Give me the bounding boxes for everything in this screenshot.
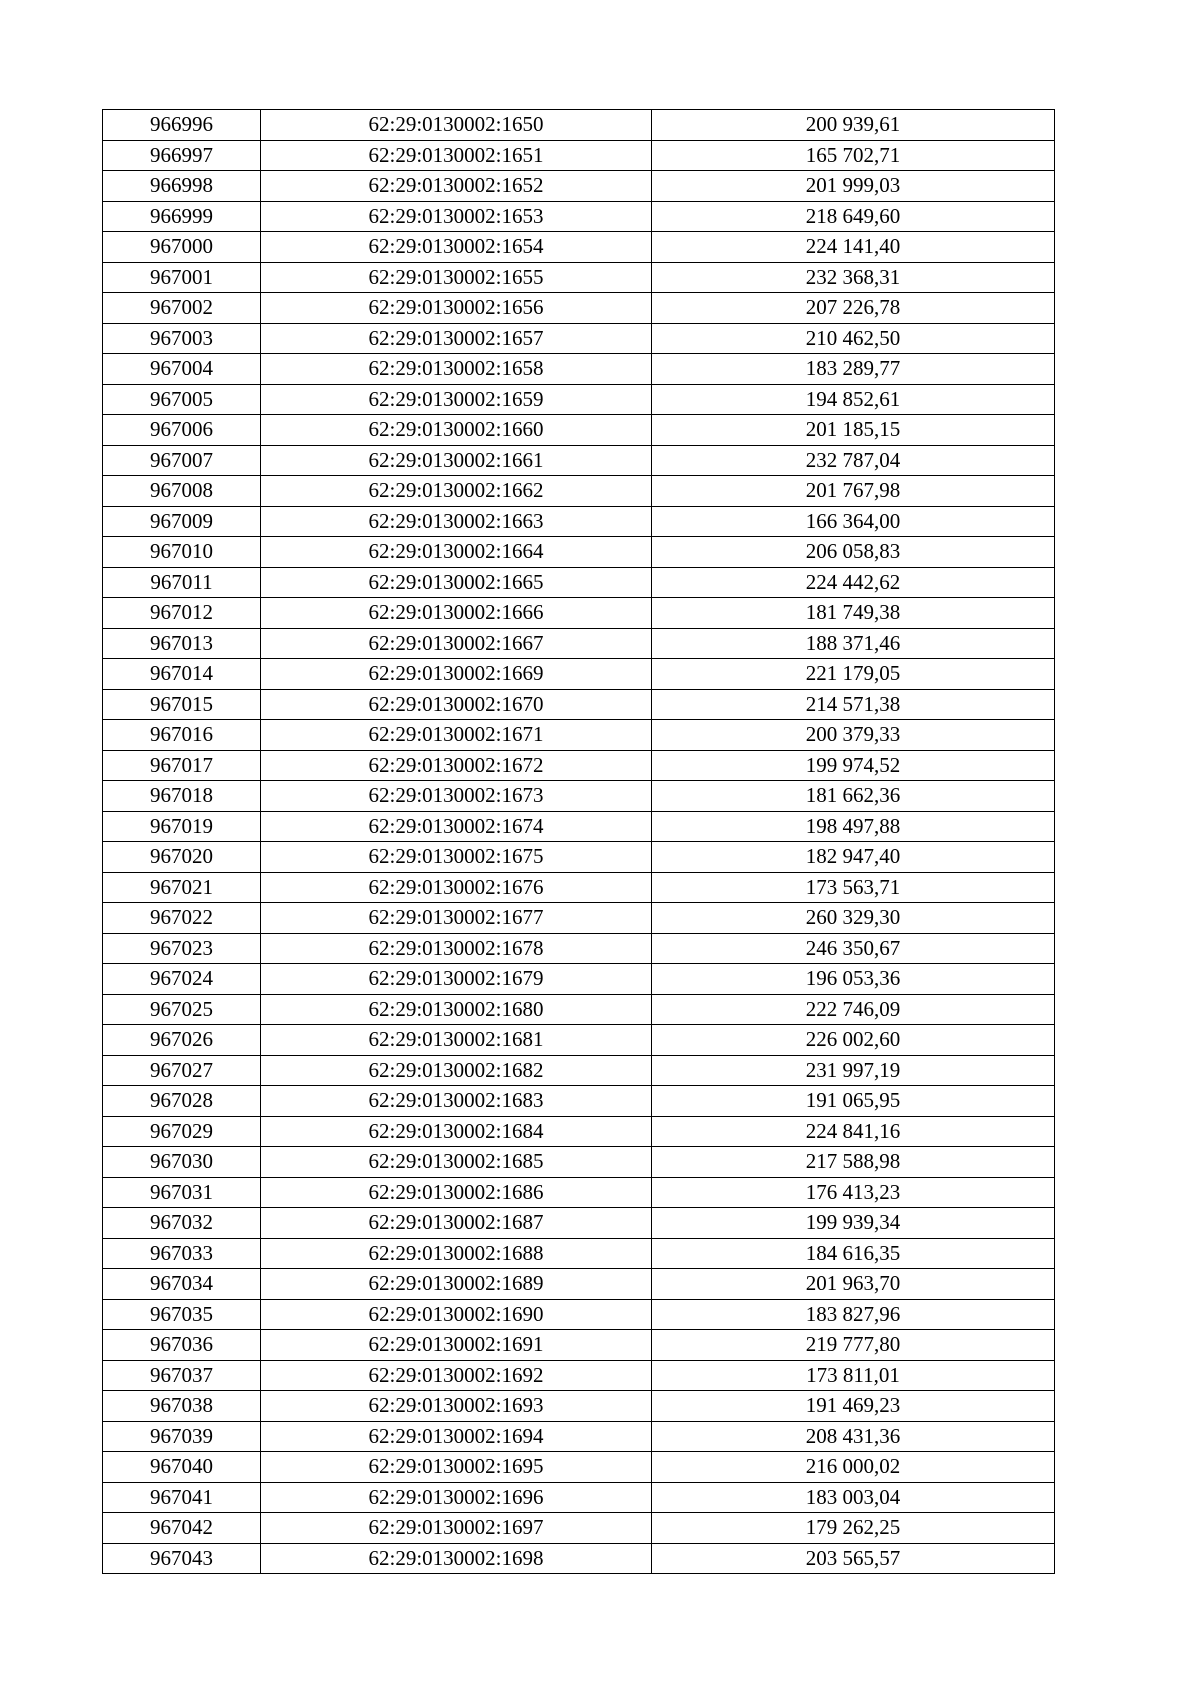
- table-row: [103, 445, 1055, 476]
- cadastral-number-cell: 62:29:0130002:1665: [261, 567, 652, 598]
- table-body: [103, 110, 1055, 1574]
- row-number-cell: 967037: [103, 1360, 261, 1391]
- cadastral-number-cell: 62:29:0130002:1685: [261, 1147, 652, 1178]
- row-number-cell: 967025: [103, 994, 261, 1025]
- table-row: [103, 781, 1055, 812]
- cadastral-number-cell: 62:29:0130002:1686: [261, 1177, 652, 1208]
- row-number-cell: 967028: [103, 1086, 261, 1117]
- cadastral-number-cell: 62:29:0130002:1697: [261, 1513, 652, 1544]
- row-number-cell: 967005: [103, 384, 261, 415]
- value-cell: 199 939,34: [652, 1208, 1055, 1239]
- value-cell: 179 262,25: [652, 1513, 1055, 1544]
- table-row: [103, 1513, 1055, 1544]
- value-cell: 224 841,16: [652, 1116, 1055, 1147]
- cadastral-number-cell: 62:29:0130002:1666: [261, 598, 652, 629]
- table-row: [103, 171, 1055, 202]
- cadastral-number-cell: 62:29:0130002:1694: [261, 1421, 652, 1452]
- table-row: [103, 1482, 1055, 1513]
- value-cell: 196 053,36: [652, 964, 1055, 995]
- value-cell: 221 179,05: [652, 659, 1055, 690]
- cadastral-number-cell: 62:29:0130002:1651: [261, 140, 652, 171]
- table-row: [103, 537, 1055, 568]
- table-row: [103, 1543, 1055, 1574]
- cadastral-number-cell: 62:29:0130002:1677: [261, 903, 652, 934]
- table-row: [103, 1147, 1055, 1178]
- table-row: [103, 110, 1055, 141]
- value-cell: 199 974,52: [652, 750, 1055, 781]
- value-cell: 224 141,40: [652, 232, 1055, 263]
- row-number-cell: 967024: [103, 964, 261, 995]
- table-row: [103, 1391, 1055, 1422]
- value-cell: 191 469,23: [652, 1391, 1055, 1422]
- cadastral-number-cell: 62:29:0130002:1691: [261, 1330, 652, 1361]
- row-number-cell: 967015: [103, 689, 261, 720]
- cadastral-number-cell: 62:29:0130002:1678: [261, 933, 652, 964]
- cadastral-number-cell: 62:29:0130002:1658: [261, 354, 652, 385]
- table-row: [103, 293, 1055, 324]
- value-cell: 208 431,36: [652, 1421, 1055, 1452]
- row-number-cell: 967026: [103, 1025, 261, 1056]
- table-row: [103, 1086, 1055, 1117]
- value-cell: 176 413,23: [652, 1177, 1055, 1208]
- cadastral-number-cell: 62:29:0130002:1659: [261, 384, 652, 415]
- cadastral-number-cell: 62:29:0130002:1695: [261, 1452, 652, 1483]
- value-cell: 231 997,19: [652, 1055, 1055, 1086]
- cadastral-number-cell: 62:29:0130002:1652: [261, 171, 652, 202]
- cadastral-number-cell: 62:29:0130002:1679: [261, 964, 652, 995]
- cadastral-number-cell: 62:29:0130002:1683: [261, 1086, 652, 1117]
- value-cell: 182 947,40: [652, 842, 1055, 873]
- table-row: [103, 872, 1055, 903]
- value-cell: 201 767,98: [652, 476, 1055, 507]
- table-row: [103, 415, 1055, 446]
- value-cell: 188 371,46: [652, 628, 1055, 659]
- row-number-cell: 967033: [103, 1238, 261, 1269]
- table-row: [103, 354, 1055, 385]
- cadastral-number-cell: 62:29:0130002:1661: [261, 445, 652, 476]
- table-row: [103, 628, 1055, 659]
- row-number-cell: 967009: [103, 506, 261, 537]
- row-number-cell: 967001: [103, 262, 261, 293]
- row-number-cell: 967043: [103, 1543, 261, 1574]
- row-number-cell: 967016: [103, 720, 261, 751]
- row-number-cell: 967008: [103, 476, 261, 507]
- table-row: [103, 1116, 1055, 1147]
- cadastral-number-cell: 62:29:0130002:1682: [261, 1055, 652, 1086]
- cadastral-number-cell: 62:29:0130002:1674: [261, 811, 652, 842]
- value-cell: 200 379,33: [652, 720, 1055, 751]
- cadastral-number-cell: 62:29:0130002:1680: [261, 994, 652, 1025]
- table-row: [103, 1330, 1055, 1361]
- value-cell: 194 852,61: [652, 384, 1055, 415]
- table-row: [103, 384, 1055, 415]
- value-cell: 181 749,38: [652, 598, 1055, 629]
- value-cell: 226 002,60: [652, 1025, 1055, 1056]
- value-cell: 183 289,77: [652, 354, 1055, 385]
- value-cell: 173 563,71: [652, 872, 1055, 903]
- cadastral-number-cell: 62:29:0130002:1663: [261, 506, 652, 537]
- row-number-cell: 966997: [103, 140, 261, 171]
- table-row: [103, 750, 1055, 781]
- row-number-cell: 967040: [103, 1452, 261, 1483]
- value-cell: 219 777,80: [652, 1330, 1055, 1361]
- cadastral-number-cell: 62:29:0130002:1671: [261, 720, 652, 751]
- table-row: [103, 567, 1055, 598]
- table-row: [103, 1177, 1055, 1208]
- cadastral-number-cell: 62:29:0130002:1689: [261, 1269, 652, 1300]
- cadastral-number-cell: 62:29:0130002:1676: [261, 872, 652, 903]
- cadastral-number-cell: 62:29:0130002:1681: [261, 1025, 652, 1056]
- value-cell: 206 058,83: [652, 537, 1055, 568]
- cadastral-number-cell: 62:29:0130002:1667: [261, 628, 652, 659]
- cadastral-number-cell: 62:29:0130002:1650: [261, 110, 652, 141]
- row-number-cell: 967019: [103, 811, 261, 842]
- row-number-cell: 966999: [103, 201, 261, 232]
- value-cell: 183 827,96: [652, 1299, 1055, 1330]
- table-row: [103, 1269, 1055, 1300]
- row-number-cell: 967032: [103, 1208, 261, 1239]
- row-number-cell: 967000: [103, 232, 261, 263]
- row-number-cell: 967027: [103, 1055, 261, 1086]
- value-cell: 203 565,57: [652, 1543, 1055, 1574]
- cadastral-number-cell: 62:29:0130002:1657: [261, 323, 652, 354]
- cadastral-number-cell: 62:29:0130002:1673: [261, 781, 652, 812]
- row-number-cell: 967042: [103, 1513, 261, 1544]
- row-number-cell: 967022: [103, 903, 261, 934]
- table-row: [103, 1452, 1055, 1483]
- row-number-cell: 967003: [103, 323, 261, 354]
- cadastral-number-cell: 62:29:0130002:1672: [261, 750, 652, 781]
- cadastral-number-cell: 62:29:0130002:1696: [261, 1482, 652, 1513]
- value-cell: 216 000,02: [652, 1452, 1055, 1483]
- data-table: [102, 109, 1055, 1574]
- row-number-cell: 967031: [103, 1177, 261, 1208]
- row-number-cell: 967012: [103, 598, 261, 629]
- cadastral-number-cell: 62:29:0130002:1654: [261, 232, 652, 263]
- value-cell: 183 003,04: [652, 1482, 1055, 1513]
- value-cell: 260 329,30: [652, 903, 1055, 934]
- table-row: [103, 201, 1055, 232]
- cadastral-number-cell: 62:29:0130002:1656: [261, 293, 652, 324]
- table-row: [103, 1360, 1055, 1391]
- row-number-cell: 966996: [103, 110, 261, 141]
- row-number-cell: 967035: [103, 1299, 261, 1330]
- value-cell: 201 185,15: [652, 415, 1055, 446]
- table-row: [103, 140, 1055, 171]
- table-row: [103, 933, 1055, 964]
- row-number-cell: 967041: [103, 1482, 261, 1513]
- row-number-cell: 967034: [103, 1269, 261, 1300]
- value-cell: 201 963,70: [652, 1269, 1055, 1300]
- cadastral-number-cell: 62:29:0130002:1655: [261, 262, 652, 293]
- table-row: [103, 689, 1055, 720]
- value-cell: 218 649,60: [652, 201, 1055, 232]
- row-number-cell: 967002: [103, 293, 261, 324]
- table-row: [103, 1208, 1055, 1239]
- row-number-cell: 966998: [103, 171, 261, 202]
- table-row: [103, 842, 1055, 873]
- value-cell: 232 368,31: [652, 262, 1055, 293]
- row-number-cell: 967023: [103, 933, 261, 964]
- cadastral-number-cell: 62:29:0130002:1653: [261, 201, 652, 232]
- value-cell: 222 746,09: [652, 994, 1055, 1025]
- row-number-cell: 967013: [103, 628, 261, 659]
- value-cell: 224 442,62: [652, 567, 1055, 598]
- value-cell: 173 811,01: [652, 1360, 1055, 1391]
- value-cell: 165 702,71: [652, 140, 1055, 171]
- table-row: [103, 323, 1055, 354]
- row-number-cell: 967030: [103, 1147, 261, 1178]
- row-number-cell: 967039: [103, 1421, 261, 1452]
- cadastral-number-cell: 62:29:0130002:1698: [261, 1543, 652, 1574]
- table-row: [103, 1025, 1055, 1056]
- table-row: [103, 994, 1055, 1025]
- table-row: [103, 506, 1055, 537]
- value-cell: 166 364,00: [652, 506, 1055, 537]
- table-row: [103, 598, 1055, 629]
- value-cell: 181 662,36: [652, 781, 1055, 812]
- table-row: [103, 232, 1055, 263]
- value-cell: 184 616,35: [652, 1238, 1055, 1269]
- row-number-cell: 967004: [103, 354, 261, 385]
- table-row: [103, 1055, 1055, 1086]
- row-number-cell: 967021: [103, 872, 261, 903]
- row-number-cell: 967007: [103, 445, 261, 476]
- cadastral-number-cell: 62:29:0130002:1690: [261, 1299, 652, 1330]
- cadastral-number-cell: 62:29:0130002:1692: [261, 1360, 652, 1391]
- row-number-cell: 967036: [103, 1330, 261, 1361]
- value-cell: 201 999,03: [652, 171, 1055, 202]
- row-number-cell: 967017: [103, 750, 261, 781]
- row-number-cell: 967014: [103, 659, 261, 690]
- row-number-cell: 967029: [103, 1116, 261, 1147]
- cadastral-number-cell: 62:29:0130002:1660: [261, 415, 652, 446]
- cadastral-number-cell: 62:29:0130002:1670: [261, 689, 652, 720]
- table-row: [103, 1421, 1055, 1452]
- row-number-cell: 967038: [103, 1391, 261, 1422]
- value-cell: 217 588,98: [652, 1147, 1055, 1178]
- table-row: [103, 476, 1055, 507]
- value-cell: 207 226,78: [652, 293, 1055, 324]
- value-cell: 200 939,61: [652, 110, 1055, 141]
- value-cell: 246 350,67: [652, 933, 1055, 964]
- cadastral-number-cell: 62:29:0130002:1687: [261, 1208, 652, 1239]
- table-row: [103, 720, 1055, 751]
- cadastral-number-cell: 62:29:0130002:1664: [261, 537, 652, 568]
- value-cell: 191 065,95: [652, 1086, 1055, 1117]
- cadastral-number-cell: 62:29:0130002:1675: [261, 842, 652, 873]
- row-number-cell: 967018: [103, 781, 261, 812]
- value-cell: 210 462,50: [652, 323, 1055, 354]
- cadastral-number-cell: 62:29:0130002:1669: [261, 659, 652, 690]
- row-number-cell: 967011: [103, 567, 261, 598]
- table-row: [103, 262, 1055, 293]
- value-cell: 198 497,88: [652, 811, 1055, 842]
- table-row: [103, 903, 1055, 934]
- cadastral-number-cell: 62:29:0130002:1684: [261, 1116, 652, 1147]
- cadastral-number-cell: 62:29:0130002:1662: [261, 476, 652, 507]
- value-cell: 214 571,38: [652, 689, 1055, 720]
- table-row: [103, 1238, 1055, 1269]
- table-row: [103, 659, 1055, 690]
- table-row: [103, 811, 1055, 842]
- cadastral-number-cell: 62:29:0130002:1688: [261, 1238, 652, 1269]
- row-number-cell: 967020: [103, 842, 261, 873]
- row-number-cell: 967010: [103, 537, 261, 568]
- cadastral-number-cell: 62:29:0130002:1693: [261, 1391, 652, 1422]
- value-cell: 232 787,04: [652, 445, 1055, 476]
- row-number-cell: 967006: [103, 415, 261, 446]
- table-row: [103, 964, 1055, 995]
- table-row: [103, 1299, 1055, 1330]
